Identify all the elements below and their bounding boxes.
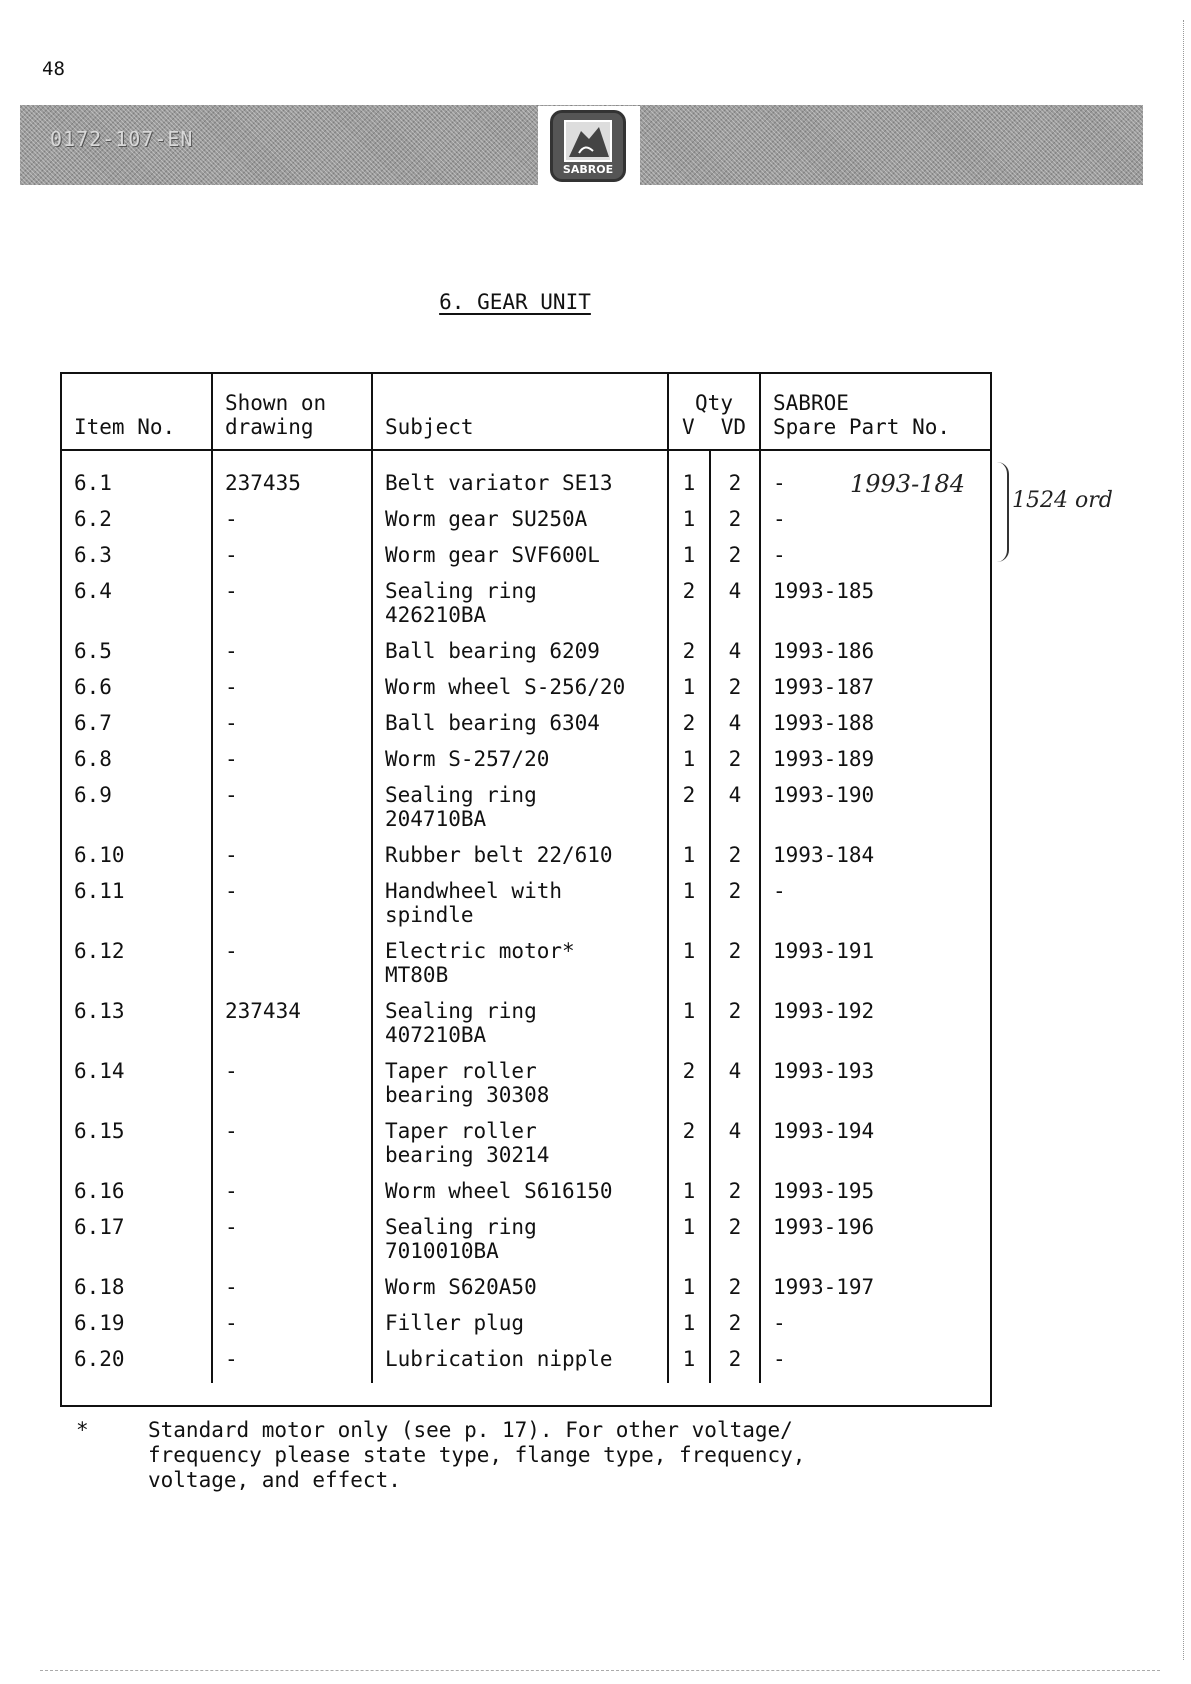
cell-subject: Worm wheel S-256/20 [372, 675, 668, 711]
cell-spare-part-no: 1993-192 [773, 999, 875, 1023]
cell-qty-vd: 4 [710, 783, 760, 843]
cell-subject: Ball bearing 6304 [372, 711, 668, 747]
cell-shown-on-drawing: - [212, 1311, 372, 1347]
header-shown-on-drawing: Shown on drawing [212, 374, 372, 450]
cell-qty-v: 2 [668, 579, 710, 639]
cell-subject: Lubrication nipple [372, 1347, 668, 1383]
header-banner [20, 105, 1143, 185]
cell-spare-part-no: 1993-197 [773, 1275, 875, 1299]
table-row [62, 843, 990, 879]
footnote [72, 1418, 972, 1493]
logo-emblem-icon [550, 110, 626, 182]
table-row [62, 1347, 990, 1383]
cell-shown-on-drawing: - [212, 675, 372, 711]
table-row [62, 543, 990, 579]
cell-qty-v: 1 [668, 879, 710, 939]
cell-spare-part-no: 1993-196 [773, 1215, 875, 1239]
table-row [62, 1179, 990, 1215]
cell-subject: Worm S620A50 [372, 1275, 668, 1311]
cell-item-no: 6.19 [62, 1311, 212, 1347]
cell-qty-vd: 2 [710, 507, 760, 543]
cell-subject: Worm S-257/20 [372, 747, 668, 783]
cell-spare-part-no: - [773, 507, 786, 531]
cell-item-no: 6.1 [62, 450, 212, 507]
cell-qty-vd: 4 [710, 1119, 760, 1179]
cell-qty-vd: 4 [710, 1059, 760, 1119]
cell-qty-v: 2 [668, 783, 710, 843]
cell-qty-v: 1 [668, 747, 710, 783]
table-row [62, 1215, 990, 1275]
page-number: 48 [42, 58, 65, 80]
cell-subject: Filler plug [372, 1311, 668, 1347]
cell-shown-on-drawing: - [212, 507, 372, 543]
cell-shown-on-drawing: - [212, 879, 372, 939]
cell-item-no: 6.4 [62, 579, 212, 639]
cell-subject: Taper roller bearing 30214 [372, 1119, 668, 1179]
cell-item-no: 6.2 [62, 507, 212, 543]
header-spare-part-no: SABROE Spare Part No. [760, 374, 990, 450]
header-item-no: Item No. [62, 374, 212, 450]
cell-subject: Sealing ring 204710BA [372, 783, 668, 843]
cell-spare-part-no: - [773, 471, 786, 495]
cell-qty-v: 1 [668, 1311, 710, 1347]
cell-spare-part-no: 1993-189 [773, 747, 875, 771]
cell-subject: Taper roller bearing 30308 [372, 1059, 668, 1119]
cell-qty-vd: 4 [710, 579, 760, 639]
cell-spare-part-no: - [773, 879, 786, 903]
handwritten-note-order: 1524 ord [1012, 488, 1113, 513]
table-row [62, 1059, 990, 1119]
cell-shown-on-drawing: - [212, 1215, 372, 1275]
table-row [62, 939, 990, 999]
cell-qty-v: 2 [668, 711, 710, 747]
cell-qty-v: 1 [668, 999, 710, 1059]
cell-qty-vd: 2 [710, 939, 760, 999]
table-row [62, 579, 990, 639]
header-subject: Subject [372, 374, 668, 450]
cell-shown-on-drawing: - [212, 1059, 372, 1119]
cell-qty-v: 1 [668, 843, 710, 879]
cell-spare-part-no: - [773, 1347, 786, 1371]
cell-qty-vd: 2 [710, 1347, 760, 1383]
cell-spare-part-no: 1993-195 [773, 1179, 875, 1203]
footnote-text: Standard motor only (see p. 17). For other voltage/ frequency please state type, flange type, frequency, voltage, and effect. [148, 1418, 806, 1492]
cell-subject: Electric motor* MT80B [372, 939, 668, 999]
handwritten-brace [993, 462, 1009, 562]
cell-qty-vd: 2 [710, 879, 760, 939]
cell-spare-part-no: 1993-190 [773, 783, 875, 807]
cell-qty-vd: 2 [710, 1311, 760, 1347]
cell-subject: Sealing ring 407210BA [372, 999, 668, 1059]
section-title: 6. GEAR UNIT [439, 290, 591, 314]
cell-qty-v: 1 [668, 675, 710, 711]
margin-rule [1183, 20, 1185, 1660]
cell-shown-on-drawing: - [212, 1179, 372, 1215]
cell-qty-v: 1 [668, 1347, 710, 1383]
cell-shown-on-drawing: - [212, 1119, 372, 1179]
cell-item-no: 6.8 [62, 747, 212, 783]
cell-spare-part-no: 1993-186 [773, 639, 875, 663]
cell-qty-vd: 2 [710, 747, 760, 783]
cell-item-no: 6.17 [62, 1215, 212, 1275]
cell-qty-v: 1 [668, 1179, 710, 1215]
cell-qty-v: 1 [668, 543, 710, 579]
cell-shown-on-drawing: 237435 [212, 450, 372, 507]
cell-spare-part-no: 1993-193 [773, 1059, 875, 1083]
cell-shown-on-drawing: - [212, 579, 372, 639]
cell-item-no: 6.16 [62, 1179, 212, 1215]
table-row [62, 711, 990, 747]
parts-table [62, 374, 990, 1383]
cell-item-no: 6.13 [62, 999, 212, 1059]
cell-subject: Belt variator SE13 [372, 450, 668, 507]
table-row [62, 1275, 990, 1311]
cell-item-no: 6.3 [62, 543, 212, 579]
cell-item-no: 6.20 [62, 1347, 212, 1383]
cell-qty-v: 2 [668, 1119, 710, 1179]
cell-qty-vd: 2 [710, 675, 760, 711]
table-row [62, 675, 990, 711]
cell-shown-on-drawing: - [212, 843, 372, 879]
header-qty: Qty V VD [668, 374, 760, 450]
cell-qty-v: 2 [668, 639, 710, 675]
cell-shown-on-drawing: - [212, 639, 372, 675]
sabroe-logo [538, 106, 640, 186]
cell-qty-vd: 2 [710, 1275, 760, 1311]
cell-subject: Sealing ring 7010010BA [372, 1215, 668, 1275]
cell-qty-vd: 2 [710, 1215, 760, 1275]
cell-subject: Ball bearing 6209 [372, 639, 668, 675]
footnote-marker: * [76, 1418, 89, 1442]
parts-table-frame [60, 372, 992, 1407]
cell-spare-part-no: 1993-194 [773, 1119, 875, 1143]
logo-text: SABROE [562, 163, 614, 176]
document-code: 0172-107-EN [50, 127, 194, 151]
cell-spare-part-no: 1993-191 [773, 939, 875, 963]
cell-item-no: 6.7 [62, 711, 212, 747]
table-row [62, 1311, 990, 1347]
cell-spare-part-no: 1993-185 [773, 579, 875, 603]
cell-qty-vd: 4 [710, 639, 760, 675]
cell-item-no: 6.11 [62, 879, 212, 939]
cell-spare-part-no: - [773, 543, 786, 567]
cell-subject: Sealing ring 426210BA [372, 579, 668, 639]
cell-qty-v: 1 [668, 450, 710, 507]
cell-spare-part-no: 1993-187 [773, 675, 875, 699]
cell-subject: Worm gear SVF600L [372, 543, 668, 579]
cell-qty-vd: 2 [710, 450, 760, 507]
cell-shown-on-drawing: - [212, 543, 372, 579]
cell-shown-on-drawing: - [212, 783, 372, 843]
cell-shown-on-drawing: - [212, 1347, 372, 1383]
cell-shown-on-drawing: - [212, 747, 372, 783]
header-qty-v: V [682, 415, 695, 439]
bottom-rule [40, 1670, 1160, 1671]
cell-item-no: 6.5 [62, 639, 212, 675]
table-row [62, 783, 990, 843]
cell-item-no: 6.15 [62, 1119, 212, 1179]
cell-shown-on-drawing: 237434 [212, 999, 372, 1059]
cell-subject: Worm gear SU250A [372, 507, 668, 543]
cell-spare-part-no: 1993-184 [773, 843, 875, 867]
header-qty-vd: VD [720, 415, 746, 439]
table-row [62, 747, 990, 783]
cell-qty-v: 1 [668, 1215, 710, 1275]
cell-qty-vd: 2 [710, 543, 760, 579]
cell-item-no: 6.14 [62, 1059, 212, 1119]
table-row [62, 879, 990, 939]
cell-qty-vd: 2 [710, 1179, 760, 1215]
table-row [62, 639, 990, 675]
handwritten-note-part-no: 1993-184 [850, 470, 965, 498]
cell-qty-vd: 2 [710, 999, 760, 1059]
cell-item-no: 6.18 [62, 1275, 212, 1311]
table-row [62, 507, 990, 543]
cell-qty-vd: 4 [710, 711, 760, 747]
cell-qty-v: 1 [668, 1275, 710, 1311]
cell-item-no: 6.6 [62, 675, 212, 711]
table-row [62, 1119, 990, 1179]
cell-item-no: 6.10 [62, 843, 212, 879]
cell-shown-on-drawing: - [212, 1275, 372, 1311]
cell-spare-part-no: - [773, 1311, 786, 1335]
cell-subject: Worm wheel S616150 [372, 1179, 668, 1215]
parts-table-body [62, 450, 990, 1383]
cell-qty-v: 1 [668, 507, 710, 543]
cell-spare-part-no: 1993-188 [773, 711, 875, 735]
cell-subject: Handwheel with spindle [372, 879, 668, 939]
cell-shown-on-drawing: - [212, 939, 372, 999]
cell-qty-v: 2 [668, 1059, 710, 1119]
table-row [62, 999, 990, 1059]
cell-qty-vd: 2 [710, 843, 760, 879]
cell-subject: Rubber belt 22/610 [372, 843, 668, 879]
cell-item-no: 6.9 [62, 783, 212, 843]
cell-shown-on-drawing: - [212, 711, 372, 747]
table-header-row [62, 374, 990, 450]
cell-item-no: 6.12 [62, 939, 212, 999]
cell-qty-v: 1 [668, 939, 710, 999]
